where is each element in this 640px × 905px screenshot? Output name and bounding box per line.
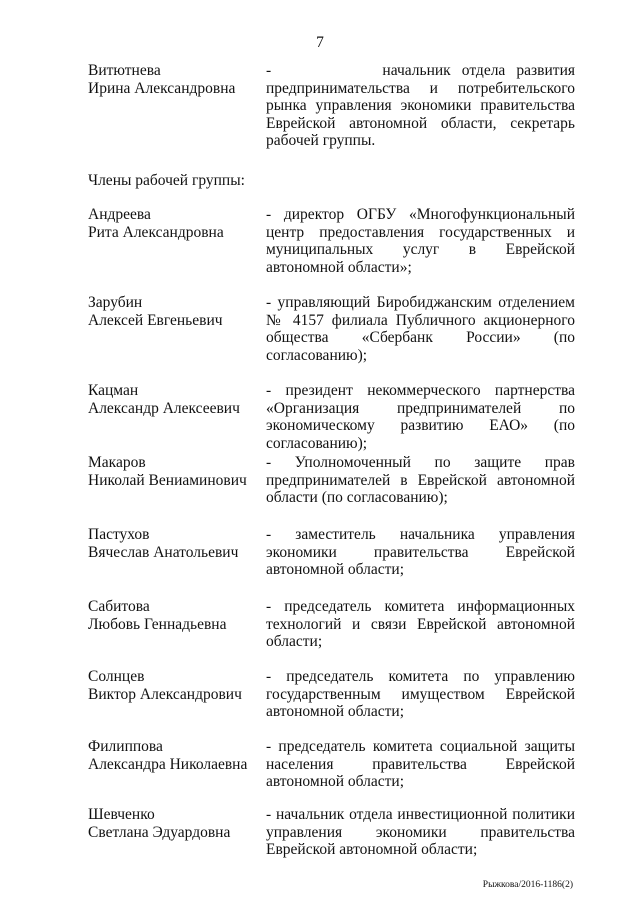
person-surname: Сабитова <box>88 598 150 615</box>
person-given-names: Ирина Александровна <box>88 79 236 97</box>
person-name <box>88 294 263 329</box>
person-role: - заместитель начальника управления экономики правительства Еврейской автономной области; <box>266 526 575 578</box>
person-surname: Пастухов <box>88 526 150 543</box>
person-given-names: Алексей Евгеньевич <box>88 311 223 329</box>
person-surname: Макаров <box>88 454 146 471</box>
person-role: - начальник отдела инвестиционной политики управления экономики правительства Еврейской автономной области; <box>266 806 575 858</box>
person-role: - председатель комитета по управлению государственным имуществом Еврейской автономной области; <box>266 668 575 720</box>
person-role: - президент некоммерческого партнерства «Организация предпринимателей по экономическому развитию ЕАО» (по согласованию); <box>266 382 575 452</box>
person-surname: Солнцев <box>88 668 145 685</box>
person-surname: Филиппова <box>88 738 163 755</box>
person-name <box>88 206 263 241</box>
person-role: - директор ОГБУ «Многофункциональный центр предоставления государственных и муниципальных услуг в Еврейской автономной области»; <box>266 206 575 276</box>
person-role: - управляющий Биробиджанским отделением № 4157 филиала Публичного акционерного общества «Сбербанк России» (по согласованию); <box>266 294 575 364</box>
person-name <box>88 526 263 561</box>
person-surname: Шевченко <box>88 806 155 823</box>
person-given-names: Александр Алексеевич <box>88 399 240 417</box>
person-surname: Витютнева <box>88 62 161 79</box>
person-given-names: Вячеслав Анатольевич <box>88 543 239 561</box>
person-name <box>88 382 263 417</box>
person-name <box>88 738 263 773</box>
person-role: - председатель комитета информационных технологий и связи Еврейской автономной области; <box>266 598 575 650</box>
person-role: - Уполномоченный по защите прав предпринимателей в Еврейской автономной области (по согласованию); <box>266 454 575 506</box>
person-given-names: Любовь Геннадьевна <box>88 615 227 633</box>
person-role: - начальник отдела развития предпринимательства и потребительского рынка управления экономики правительства Еврейской автономной области, секретарь рабочей группы. <box>266 62 575 149</box>
person-surname: Кацман <box>88 382 139 399</box>
person-name <box>88 62 263 97</box>
person-given-names: Светлана Эдуардовна <box>88 823 231 841</box>
person-surname: Андреева <box>88 206 151 223</box>
page-number: 7 <box>316 34 324 51</box>
person-name <box>88 806 263 841</box>
person-role: - председатель комитета социальной защиты населения правительства Еврейской автономной области; <box>266 738 575 790</box>
person-given-names: Александра Николаевна <box>88 755 248 773</box>
person-name <box>88 668 263 703</box>
person-name <box>88 454 263 489</box>
document-footer-code: Рыжкова/2016-1186(2) <box>482 880 573 890</box>
person-given-names: Николай Вениаминович <box>88 471 247 489</box>
person-name <box>88 598 263 633</box>
person-given-names: Рита Александровна <box>88 223 224 241</box>
members-heading: Члены рабочей группы: <box>88 172 245 189</box>
person-given-names: Виктор Александрович <box>88 685 242 703</box>
person-surname: Зарубин <box>88 294 143 311</box>
